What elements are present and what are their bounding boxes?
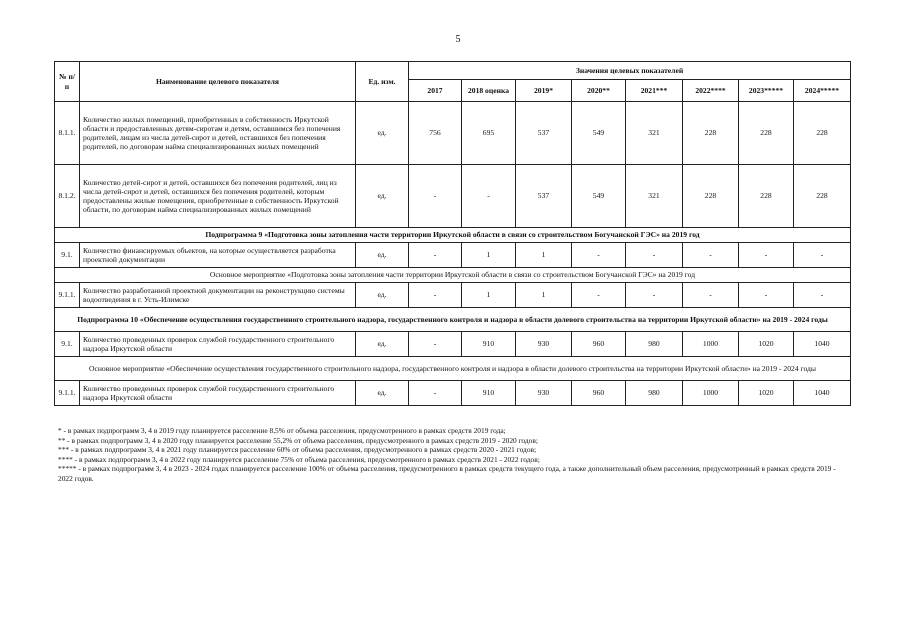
row-value: - [409,165,462,228]
header-num: № п/п [55,62,80,102]
row-value: 228 [794,165,851,228]
main-measure-heading: Основное мероприятие «Подготовка зоны затопления части территории Иркутской области в связи со строительством Богучанской ГЭС» на 2019 год [55,268,851,283]
row-value: 930 [516,332,572,357]
header-year: 2023***** [739,80,794,102]
row-name: Количество детей-сирот и детей, оставшихся без попечения родителей, лиц из числа детей-сирот и детей, оставшихся без попечения родителей, которым предоставлены жилые помещения, приобретенные в собственность Иркутской области, по договорам найма специализированных жилых помещений [80,165,356,228]
row-value: 1040 [794,332,851,357]
row-num: 9.1.1. [55,283,80,308]
row-value: - [572,283,626,308]
row-value: 756 [409,102,462,165]
row-value: - [409,243,462,268]
row-value: 980 [626,381,683,406]
row-num: 9.1. [55,332,80,357]
row-unit: ед. [356,102,409,165]
row-value: 910 [462,332,516,357]
row-value: - [739,243,794,268]
header-year: 2021*** [626,80,683,102]
row-value: 537 [516,165,572,228]
header-year: 2017 [409,80,462,102]
row-unit: ед. [356,165,409,228]
table-row [55,381,851,406]
footnote: ***** - в рамках подпрограмм 3, 4 в 2023 - 2024 годах планируется расселение 100% от объема расселения, предусмотренного в рамках средств текущего года, а также дополнительный объем расселения, предусмотренный в рамках средств 2019 - 2022 годов. [58,464,836,483]
row-num: 9.1.1. [55,381,80,406]
row-value: 321 [626,102,683,165]
row-value: 1 [462,243,516,268]
row-value: - [794,243,851,268]
footnote: *** - в рамках подпрограмм 3, 4 в 2021 году планируется расселение 60% от объема расселения, предусмотренного в рамках средств 2020 - 2021 годов; [58,445,537,455]
footnote: * - в рамках подпрограмм 3, 4 в 2019 году планируется расселение 8,5% от объема расселения, предусмотренного в рамках средств 2019 года; [58,426,506,435]
subprogram-heading: Подпрограмма 9 «Подготовка зоны затопления части территории Иркутской области в связи со строительством Богучанской ГЭС» на 2019 год [55,228,851,243]
header-year: 2024***** [794,80,851,102]
row-value: 1 [516,283,572,308]
page-number: 5 [455,34,461,45]
row-value: - [462,165,516,228]
row-value: 1000 [683,381,739,406]
row-value: 960 [572,332,626,357]
footnotes [58,426,848,484]
row-value: 930 [516,381,572,406]
header-year: 2022**** [683,80,739,102]
row-value: 537 [516,102,572,165]
table-row [55,283,851,308]
main-measure-heading: Основное мероприятие «Обеспечение осуществления государственного строительного надзора, государственного контроля и надзора в области долевого строительства на территории Иркутской области» на 2019 - 2024 годы [55,357,851,381]
header-name: Наименование целевого показателя [80,62,356,102]
row-value: - [626,283,683,308]
row-value: 228 [739,165,794,228]
row-value: - [409,381,462,406]
row-value: 228 [739,102,794,165]
row-value: 695 [462,102,516,165]
table-row [55,332,851,357]
row-value: 1040 [794,381,851,406]
row-value: 1 [516,243,572,268]
table-row [55,165,851,228]
header-year: 2019* [516,80,572,102]
row-value: - [626,243,683,268]
table-row [55,102,851,165]
row-value: 910 [462,381,516,406]
row-unit: ед. [356,381,409,406]
row-name: Количество проведенных проверок службой государственного строительного надзора Иркутской области [80,381,356,406]
row-value: 1 [462,283,516,308]
header-unit: Ед. изм. [356,62,409,102]
row-num: 8.1.2. [55,165,80,228]
row-value: 549 [572,102,626,165]
row-name: Количество разработанной проектной документации на реконструкцию системы водоотведения в г. Усть-Илимске [80,283,356,308]
footnote: **** - в рамках подпрограмм 3, 4 в 2022 году планируется расселение 75% от объема расселения, предусмотренного в рамках средств 2021 - 2022 годов; [58,454,540,464]
table-row [55,243,851,268]
row-unit: ед. [356,332,409,357]
row-value: 549 [572,165,626,228]
row-unit: ед. [356,283,409,308]
footnote: ** - в рамках подпрограмм 3, 4 в 2020 году планируется расселение 55,2% от объема расселения, предусмотренного в рамках средств 2019 - 2020 годов; [58,435,538,445]
row-value: 228 [794,102,851,165]
row-value: 228 [683,102,739,165]
row-name: Количество проведенных проверок службой государственного строительного надзора Иркутской области [80,332,356,357]
row-value: - [683,243,739,268]
row-value: - [739,283,794,308]
row-value: 1000 [683,332,739,357]
row-value: 960 [572,381,626,406]
header-year: 2020** [572,80,626,102]
row-value: - [794,283,851,308]
row-num: 9.1. [55,243,80,268]
row-name: Количество жилых помещений, приобретенных в собственность Иркутской области и предоставленных детям-сиротам и детям, оставшимся без попечения родителей, лицам из числа детей-сирот и детей, оставшихся без попечения родителей, по договорам найма специализированных жилых помещений [80,102,356,165]
row-value: - [572,243,626,268]
header-values-title: Значения целевых показателей [409,62,851,80]
row-value: - [409,283,462,308]
indicators-table [54,61,851,406]
row-value: 1020 [739,332,794,357]
row-num: 8.1.1. [55,102,80,165]
row-name: Количество финансируемых объектов, на которые осуществляется разработка проектной документации [80,243,356,268]
row-value: 1020 [739,381,794,406]
subprogram-heading: Подпрограмма 10 «Обеспечение осуществления государственного строительного надзора, государственного контроля и надзора в области долевого строительства на территории Иркутской области» на 2019 - 2024 годы [55,308,851,332]
row-value: - [409,332,462,357]
row-value: 228 [683,165,739,228]
row-unit: ед. [356,243,409,268]
header-year: 2018 оценка [462,80,516,102]
row-value: - [683,283,739,308]
row-value: 321 [626,165,683,228]
row-value: 980 [626,332,683,357]
